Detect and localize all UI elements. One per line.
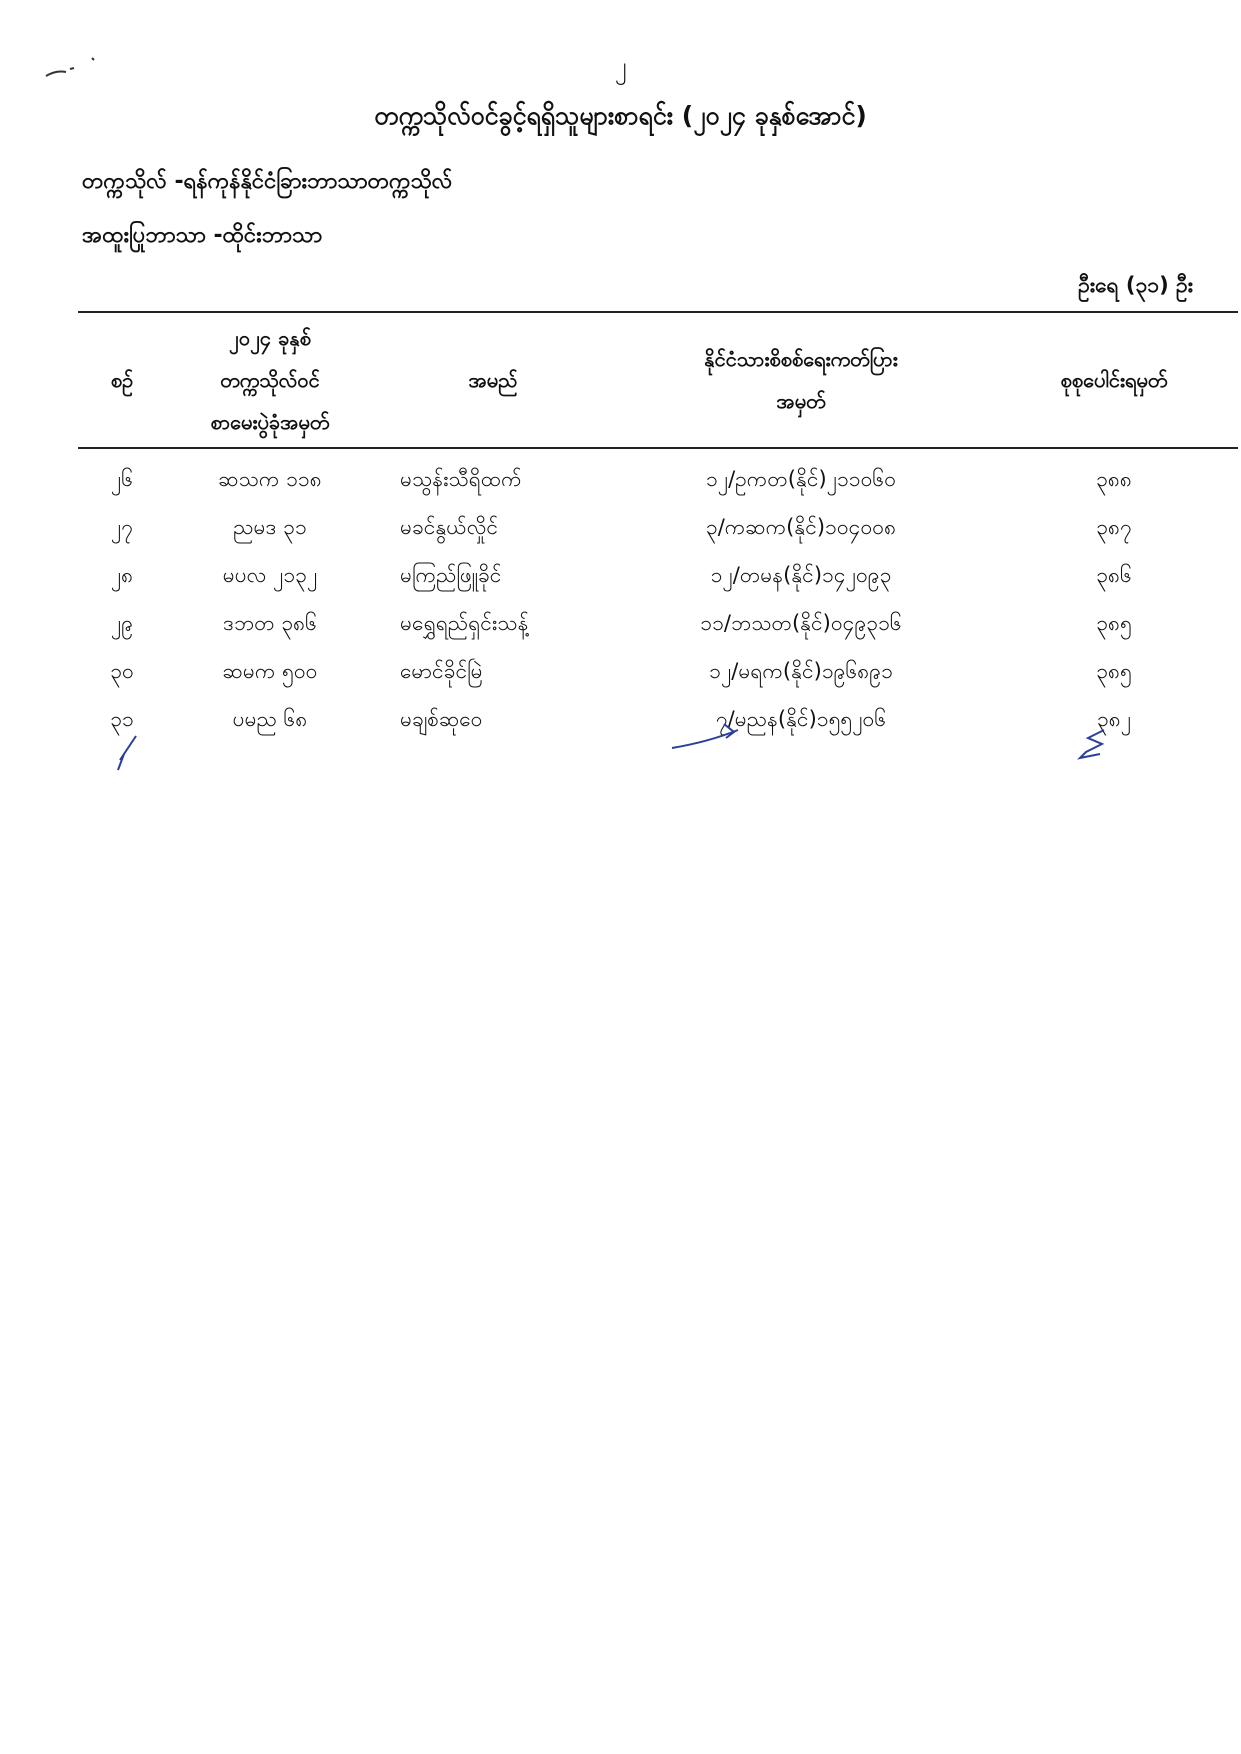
cell-total-marks: ၃၈၈ [1096,466,1132,491]
cell-name: မကြည်ဖြူခိုင် [400,562,502,587]
cell-name: မောင်ခိုင်မြဲ [400,658,483,683]
header-roll-number [166,312,374,448]
university-label: တက္ကသိုလ် -ရန်ကုန်နိုင်ငံခြားဘာသာတက္ကသိုလ် [82,169,453,194]
cell-total-marks: ၃၈၆ [1096,562,1132,587]
cell-name: မခင်နွယ်လှိုင် [400,514,499,539]
page-number: ၂ [614,52,627,80]
cell-roll-number: ဆသက ၁၁၈ [218,466,322,491]
cell-serial-no: ၂၇ [110,514,134,539]
table-row [78,448,1238,505]
table-body [78,448,1238,745]
cell-roll-number: မပလ ၂၁၃၂ [222,562,318,587]
cell-name: မသွန်းသီရိထက် [400,466,522,491]
header-name: အမည် [374,312,612,448]
cell-total-marks: ၃၈၂ [1096,706,1132,731]
cell-total-marks: ၃၈၅ [1096,658,1132,683]
header-total-marks: စုစုပေါင်းရမှတ် [990,312,1238,448]
cell-name: မရွှေရည်ရှင်းသန့် [400,610,529,635]
admission-results-table [78,311,1238,745]
cell-serial-no: ၃၀ [110,658,134,683]
cell-serial-no: ၂၈ [110,562,134,587]
table-row [78,601,1238,649]
table-row [78,553,1238,601]
cell-nrc: ၁၂/ဥကတ(နိုင်)၂၁၁၀၆၀ [705,466,897,491]
cell-serial-no: ၂၉ [110,610,134,635]
cell-total-marks: ၃၈၅ [1096,610,1132,635]
table-row [78,505,1238,553]
cell-nrc: ၇/မညန(နိုင်)၁၅၅၂၀၆ [715,706,887,731]
cell-nrc: ၃/ကဆက(နိုင်)၁၀၄၀၀၈ [705,514,897,539]
header-nrc-line-2: အမှတ် [776,389,826,413]
cell-roll-number: ပမည ၆၈ [232,706,308,731]
header-nrc [612,312,990,448]
table-header [78,312,1238,448]
table-header-row [78,312,1238,448]
page-title: တက္ကသိုလ်ဝင်ခွင့်ရရှိသူများစာရင်း (၂၀၂၄ ခုနှစ်အောင်) [374,101,867,130]
total-count-label: ဦးရေ (၃၁) ဦး [1078,273,1193,297]
cell-nrc: ၁၁/ဘသတ(နိုင်)၀၄၉၃၁၆ [700,610,902,635]
cell-roll-number: ညမဒ ၃၁ [233,514,307,539]
header-roll-line-1: ၂၀၂၄ ခုနှစ် [229,326,311,350]
cell-nrc: ၁၂/မရက(နိုင်)၁၉၆၈၉၁ [709,658,893,683]
cell-serial-no: ၂၆ [110,466,134,491]
table-row [78,649,1238,697]
header-nrc-line-1: နိုင်ငံသားစိစစ်ရေးကတ်ပြား [704,347,898,371]
cell-serial-no: ၃၁ [110,706,134,731]
cell-roll-number: ဆမက ၅၀၀ [222,658,318,683]
table-row [78,697,1238,745]
cell-nrc: ၁၂/တမန(နိုင်)၁၄၂၀၉၃ [710,562,892,587]
cell-roll-number: ဒဘတ ၃၈၆ [223,610,317,635]
header-serial-no: စဉ် [78,312,166,448]
header-roll-line-3: စာမေးပွဲခုံအမှတ် [210,410,330,434]
cell-total-marks: ၃၈၇ [1096,514,1132,539]
major-subject-label: အထူးပြုဘာသာ -ထိုင်းဘာသာ [82,223,323,248]
cell-name: မချစ်ဆုဝေ [400,706,483,731]
header-roll-line-2: တက္ကသိုလ်ဝင် [220,368,320,392]
